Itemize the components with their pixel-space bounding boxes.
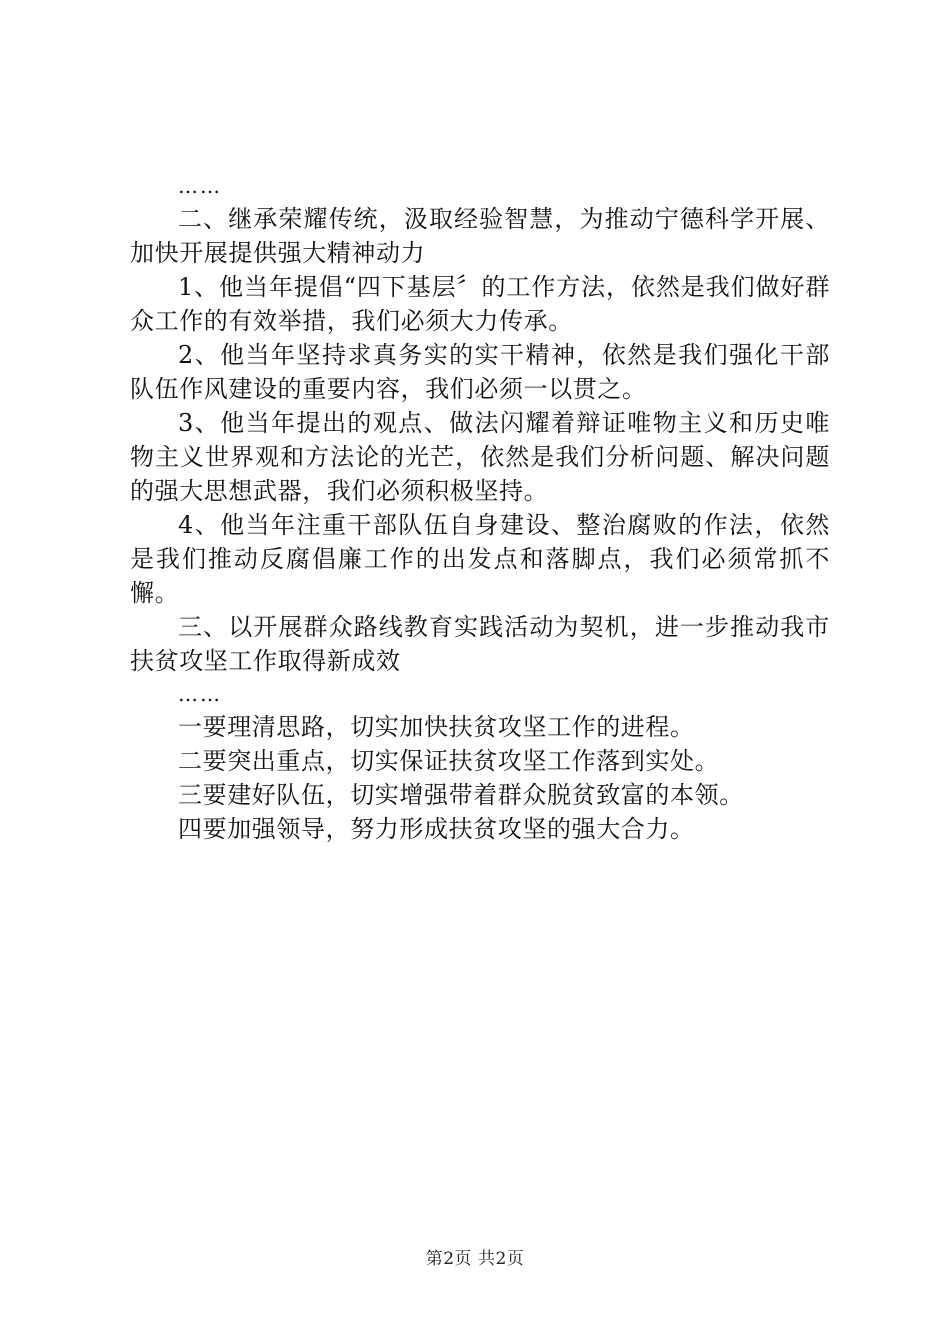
point-1: 一要理清思路，切实加快扶贫攻坚工作的进程。 <box>178 713 695 741</box>
ellipsis: …… <box>178 682 222 706</box>
list-item-1: 1、他当年提倡“四下基层〞的工作方法，依然是我们做好群众工作的有效举措，我们必须大力传承。 <box>130 273 830 335</box>
point-3: 三要建好队伍，切实增强带着群众脱贫致富的本领。 <box>178 781 744 809</box>
point-2: 二要突出重点，切实保证扶贫攻坚工作落到实处。 <box>178 747 720 775</box>
list-item-3: 3、他当年提出的观点、做法闪耀着辩证唯物主义和历史唯物主义世界观和方法论的光芒，依然是我们分析问题、解决问题的强大思想武器，我们必须积极坚持。 <box>130 409 830 505</box>
section-heading-3: 三、以开展群众路线教育实践活动为契机，进一步推动我市扶贫攻坚工作取得新成效 <box>130 613 830 675</box>
ellipsis: …… <box>178 174 222 198</box>
list-item-2: 2、他当年坚持求真务实的实干精神，依然是我们强化干部队伍作风建设的重要内容，我们必须一以贯之。 <box>130 341 830 403</box>
page-number-footer: 第2页 共2页 <box>425 1249 525 1269</box>
point-4: 四要加强领导，努力形成扶贫攻坚的强大合力。 <box>178 815 695 843</box>
list-item-4: 4、他当年注重干部队伍自身建设、整治腐败的作法，依然是我们推动反腐倡廉工作的出发点和落脚点，我们必须常抓不懈。 <box>130 511 830 607</box>
document-body <box>130 170 830 846</box>
section-heading-2: 二、继承荣耀传统，汲取经验智慧，为推动宁德科学开展、加快开展提供强大精神动力 <box>130 205 830 267</box>
